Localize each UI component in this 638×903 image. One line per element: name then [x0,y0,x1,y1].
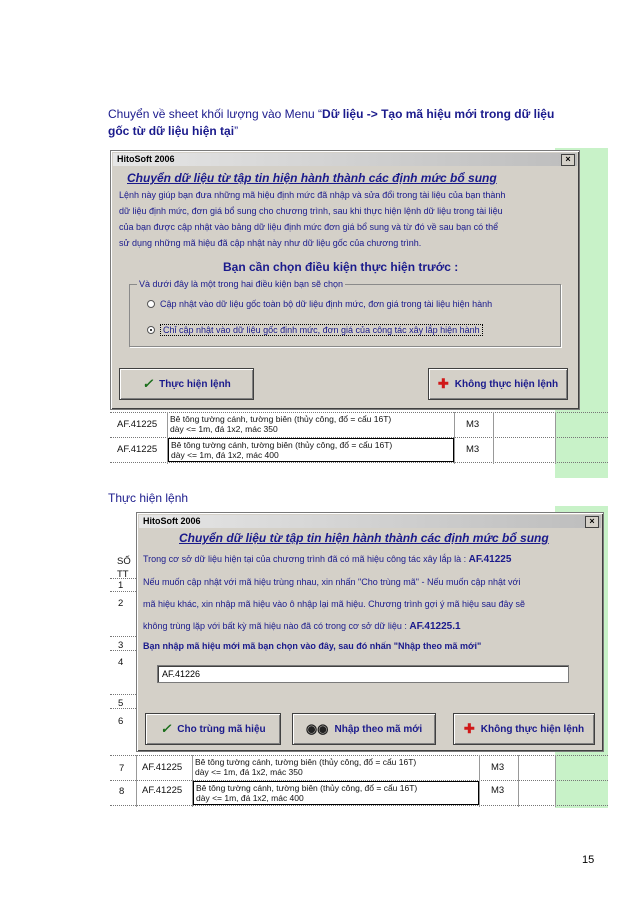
sheet1-row2-desc1: Bê tông tường cánh, tường biên (thủy công, đổ = cẩu 16T) [171,440,393,450]
description-line: dữ liệu định mức, đơn giá bổ sung cho chương trình, sau khi thực hiện lệnh dữ liệu trong tài liệu [119,206,503,216]
groupbox-label: Và dưới đây là một trong hai điều kiện bạn sẽ chọn [139,279,344,289]
dialog-subheading: Bạn cần chọn điều kiện thực hiện trước : [223,260,459,274]
intro-menu-path: Dữ liệu -> Tạo mã hiệu mới trong dữ liệu [322,107,555,121]
sheet2-row2-desc [193,781,479,805]
condition-groupbox [129,284,561,347]
dialog-heading: Chuyển dữ liệu từ tập tin hiện hành thành các định mức bổ sung [179,531,549,545]
allow-duplicate-label: Cho trùng mã hiệu [177,723,266,735]
allow-duplicate-button[interactable] [145,713,281,745]
option-update-current[interactable] [147,324,483,336]
row-number: 3 [118,640,124,651]
sheet1-row1-desc [168,413,454,437]
row-number: 6 [118,716,124,727]
sheet2-row1-desc2: dày <= 1m, đá 1x2, mác 350 [195,767,303,777]
message-line4: không trùng lặp với bất kỳ mã hiệu nào đã có trong cơ sở dữ liệu : [143,621,407,631]
header-tt: TT [117,569,129,580]
row-number: 8 [119,786,125,797]
description-line: của bạn được cập nhật vào bảng dữ liệu định mức đơn giá bổ sung và từ đó về sau bạn có thể [119,222,499,232]
sheet2-row1-desc1: Bê tông tường cánh, tường biên (thủy công, đổ = cẩu 16T) [195,757,417,767]
row-number: 2 [118,598,124,609]
page-number: 15 [582,854,595,866]
execute-button[interactable] [119,368,254,400]
dialog-heading: Chuyển dữ liệu từ tập tin hiện hành thành các định mức bổ sung [127,171,497,185]
dialog-title: HitoSoft 2006 [143,516,201,526]
sheet1-row1-code: AF.41225 [117,419,158,430]
duplicate-code-dialog [136,512,604,752]
option-update-all[interactable] [147,299,492,309]
description-line: Lệnh này giúp bạn đưa những mã hiệu định mức đã nhập và sửa đổi trong tài liệu của bạn thành [119,190,506,200]
check-icon: ✓ [142,376,154,391]
red-x-icon: ✚ [463,721,475,736]
enter-new-code-button[interactable] [292,713,436,745]
transfer-dialog [110,150,580,410]
sheet2-row1-unit: M3 [491,762,505,773]
red-x-icon: ✚ [437,376,449,391]
row-number: 4 [118,657,124,668]
dialog-titlebar [113,153,577,166]
sheet1-row2-unit: M3 [466,444,480,455]
cancel-button[interactable] [453,713,595,745]
dialog-titlebar [139,515,601,528]
cancel-button-label: Không thực hiện lệnh [454,378,559,390]
dialog-description [119,187,575,251]
sheet2-row1-desc [193,756,479,780]
sheet2-row1-code: AF.41225 [142,762,183,773]
row-number: 7 [119,763,125,774]
suggested-code: AF.41225.1 [409,621,461,632]
sheet1-row1-unit: M3 [466,419,480,430]
sheet2-row2-desc2: dày <= 1m, đá 1x2, mác 400 [196,793,304,803]
close-icon[interactable]: × [561,154,575,166]
sheet2-row2-code: AF.41225 [142,785,183,796]
radio-unchecked-icon[interactable] [147,300,155,308]
row-number: 1 [118,580,124,591]
eye-icon: ◉◉ [305,721,329,736]
existing-code: AF.41225 [468,554,512,565]
sheet1-row2-desc2: dày <= 1m, đá 1x2, mác 400 [171,450,279,460]
option-update-all-label: Cập nhật vào dữ liệu gốc toàn bộ dữ liệu định mức, đơn giá trong tài liệu hiện hành [160,299,493,309]
dialog-title: HitoSoft 2006 [117,154,175,164]
execute-button-label: Thực hiện lệnh [159,378,231,390]
dialog-message [143,548,599,638]
message-line3: mã hiệu khác, xin nhập mã hiệu vào ô nhập lại mã hiệu. Chương trình gợi ý mã hiệu sau đây sẽ [143,599,526,609]
close-icon[interactable]: × [585,516,599,528]
intro-text [108,106,608,140]
header-so: SỐ [117,556,131,567]
message-line1: Trong cơ sở dữ liệu hiện tại của chương trình đã có mã hiệu công tác xây lắp là : [143,554,467,564]
message-line [143,615,599,638]
sheet1-row1-desc2: dày <= 1m, đá 1x2, mác 350 [170,424,278,434]
description-line: sử dụng những mã hiệu đã cập nhật này như dữ liệu gốc của chương trình. [119,238,422,248]
cancel-button[interactable] [428,368,568,400]
check-icon: ✓ [160,721,172,736]
row-number: 5 [118,698,124,709]
enter-new-code-label: Nhập theo mã mới [334,723,423,735]
sheet1-row2-code: AF.41225 [117,444,158,455]
cancel-button-label: Không thực hiện lệnh [480,723,585,735]
new-code-input[interactable]: AF.41226 [157,665,569,683]
intro-line2-post: ” [234,124,239,138]
sheet2-row2-desc1: Bê tông tường cánh, tường biên (thủy công, đổ = cẩu 16T) [196,783,418,793]
sheet2-row2-unit: M3 [491,785,505,796]
message-line2: Nếu muốn cập nhật với mã hiệu trùng nhau, xin nhấn "Cho trùng mã" - Nếu muốn cập nhật với [143,577,521,587]
radio-checked-icon[interactable] [147,326,155,334]
new-code-prompt: Bạn nhập mã hiệu mới mã bạn chọn vào đây, sau đó nhấn "Nhập theo mã mới" [143,641,482,651]
intro-menu-path-cont: gốc từ dữ liệu hiện tại [108,124,235,138]
sheet1-row2-desc [168,438,454,462]
sheet1-row1-desc1: Bê tông tường cánh, tường biên (thủy công, đổ = cẩu 16T) [170,414,392,424]
section-label: Thực hiện lệnh [108,491,189,505]
intro-line1-pre: Chuyển về sheet khối lượng vào Menu “ [108,107,323,121]
message-line [143,548,599,571]
option-update-current-label: Chỉ cập nhật vào dữ liệu gốc định mức, đơn giá của công tác xây lắp hiện hành [160,324,483,336]
